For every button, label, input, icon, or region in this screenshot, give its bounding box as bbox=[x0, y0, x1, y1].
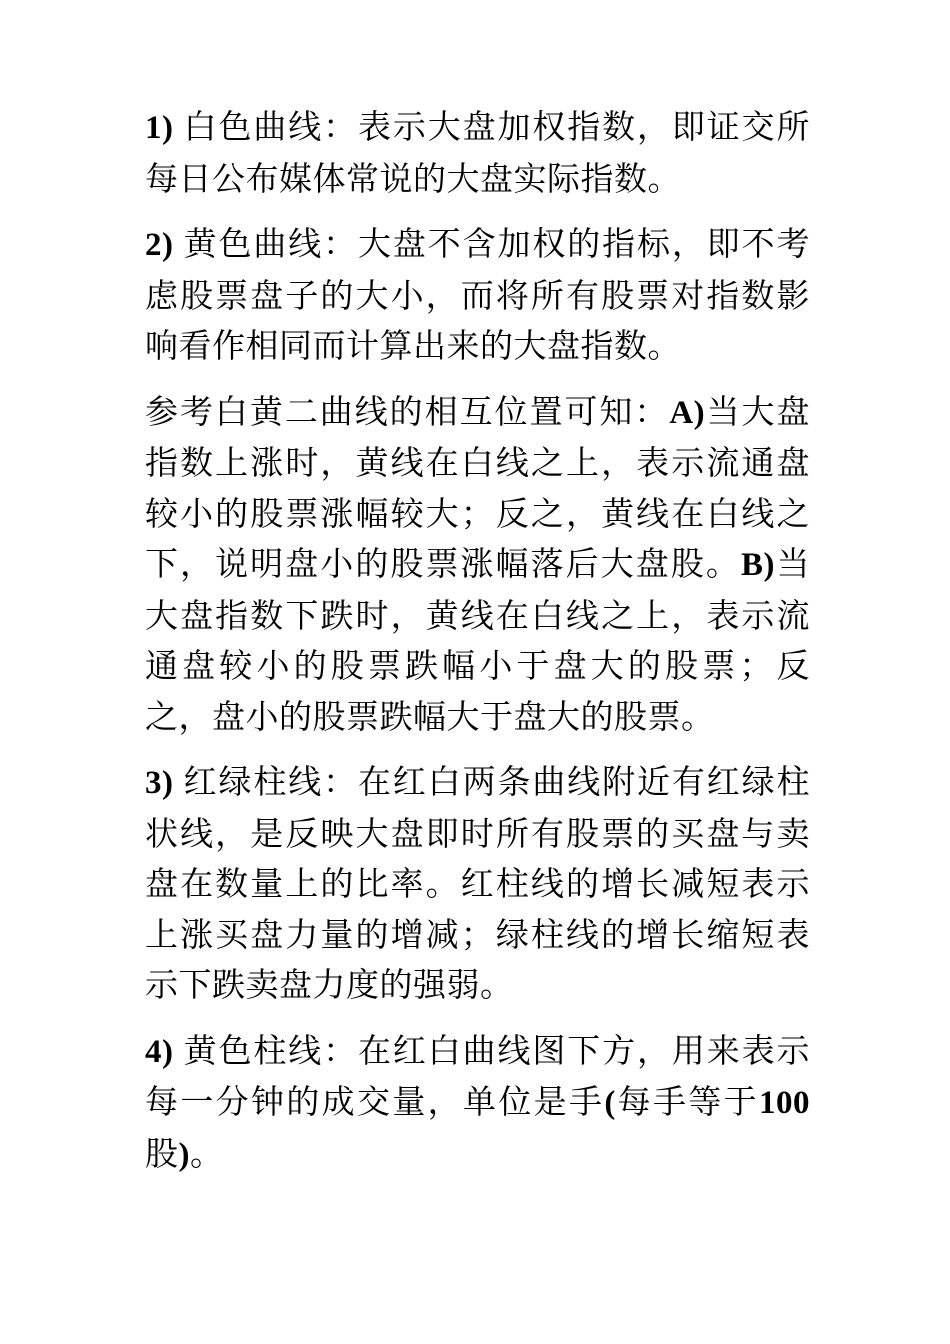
paragraph-text: 白色曲线：表示大盘加权指数，即证交所每日公布媒体常说的大盘实际指数。 bbox=[145, 107, 810, 198]
paragraph-text: 当大盘指数上涨时，黄线在白线之上，表示流通盘较小的股票涨幅较大；反之，黄线在白线之下，说明盘小的股票涨幅落后大盘股。 bbox=[145, 391, 811, 583]
paragraph-yellow-curve bbox=[145, 219, 810, 372]
paragraph-yellow-bars bbox=[145, 1026, 810, 1181]
paragraph-text: 每手等于 bbox=[615, 1082, 760, 1121]
case-label-a: A) bbox=[669, 394, 706, 431]
paragraph-text: 股 bbox=[145, 1133, 179, 1173]
paragraph-text: 红绿柱线：在红白两条曲线附近有红绿柱状线，是反映大盘即时所有股票的买盘与卖盘在数量上的比率。红柱线的增长减短表示上涨买盘力量的增减；绿柱线的增长缩短表示下跌卖盘力度的强弱。 bbox=[145, 762, 810, 1004]
item-number: 3) bbox=[145, 765, 184, 801]
paragraph-curve-comparison bbox=[145, 387, 810, 743]
paragraph-text: 黄色曲线：大盘不含加权的指标，即不考虑股票盘子的大小，而将所有股票对指数影响看作相同而计算出来的大盘指数。 bbox=[145, 224, 810, 365]
paren-open: ( bbox=[604, 1085, 616, 1121]
document-page bbox=[145, 102, 810, 1195]
item-number: 1) bbox=[145, 110, 184, 146]
item-number: 4) bbox=[145, 1033, 184, 1070]
paragraph-text: 黄色柱线：在红白曲线图下方，用来表示每一分钟的成交量，单位是手 bbox=[145, 1030, 810, 1121]
paragraph-text: 。 bbox=[190, 1133, 224, 1173]
paragraph-text: 当大盘指数下跌时，黄线在白线之上，表示流通盘较小的股票跌幅小于盘大的股票；反之，盘小的股票跌幅大于盘大的股票。 bbox=[145, 544, 811, 736]
case-label-b: B) bbox=[740, 547, 775, 583]
number-100: 100 bbox=[759, 1085, 811, 1121]
paragraph-red-green-bars bbox=[145, 757, 810, 1011]
paragraph-white-curve bbox=[145, 102, 810, 204]
paragraph-text: 参考白黄二曲线的相互位置可知： bbox=[145, 391, 670, 431]
item-number: 2) bbox=[145, 227, 184, 263]
paren-close: ) bbox=[178, 1136, 190, 1173]
